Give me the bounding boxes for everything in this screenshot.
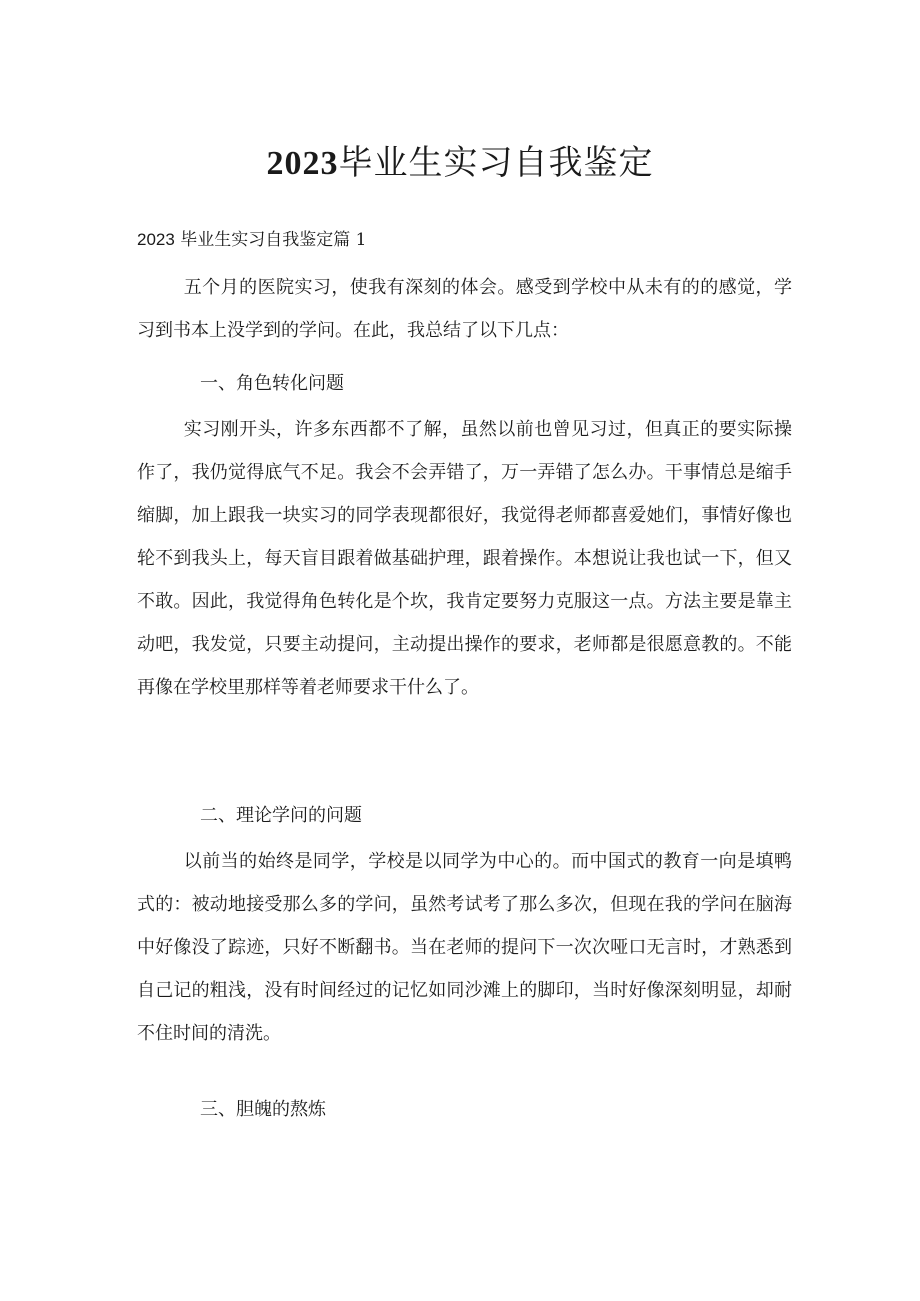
title-text: 毕业生实习自我鉴定 — [338, 143, 654, 183]
subtitle-year: 2023 — [137, 230, 175, 249]
paragraph-intro: 五个月的医院实习，使我有深刻的体会。感受到学校中从未有的的感觉，学习到书本上没学到的学问。在此，我总结了以下几点： — [137, 277, 792, 341]
heading-theory-knowledge: 二、理论学问的问题 — [200, 805, 362, 826]
page-title — [0, 140, 920, 187]
section-subtitle — [137, 228, 366, 252]
subtitle-text: 毕业生实习自我鉴定篇 1 — [174, 230, 367, 250]
heading-courage-training: 三、胆魄的熬炼 — [200, 1099, 326, 1120]
paragraph-theory-knowledge: 以前当的始终是同学，学校是以同学为中心的。而中国式的教育一向是填鸭式的：被动地接受那么多的学问，虽然考试考了那么多次，但现在我的学问在脑海中好像没了踪迹，只好不断翻书。当在老师的提问下一次次哑口无言时，才熟悉到自己记的粗浅，没有时间经过的记忆如同沙滩上的脚印，当时好像深刻明显，却耐不住时间的清洗。 — [137, 851, 792, 1044]
title-year: 2023 — [266, 145, 339, 182]
heading-role-transition: 一、角色转化问题 — [200, 373, 344, 394]
paragraph-role-transition: 实习刚开头，许多东西都不了解，虽然以前也曾见习过，但真正的要实际操作了，我仍觉得底气不足。我会不会弄错了，万一弄错了怎么办。干事情总是缩手缩脚，加上跟我一块实习的同学表现都很好，我觉得老师都喜爱她们，事情好像也轮不到我头上，每天盲目跟着做基础护理，跟着操作。本想说让我也试一下，但又不敢。因此，我觉得角色转化是个坎，我肯定要努力克服这一点。方法主要是靠主动吧，我发觉，只要主动提问，主动提出操作的要求，老师都是很愿意教的。不能再像在学校里那样等着老师要求干什么了。 — [137, 419, 792, 698]
